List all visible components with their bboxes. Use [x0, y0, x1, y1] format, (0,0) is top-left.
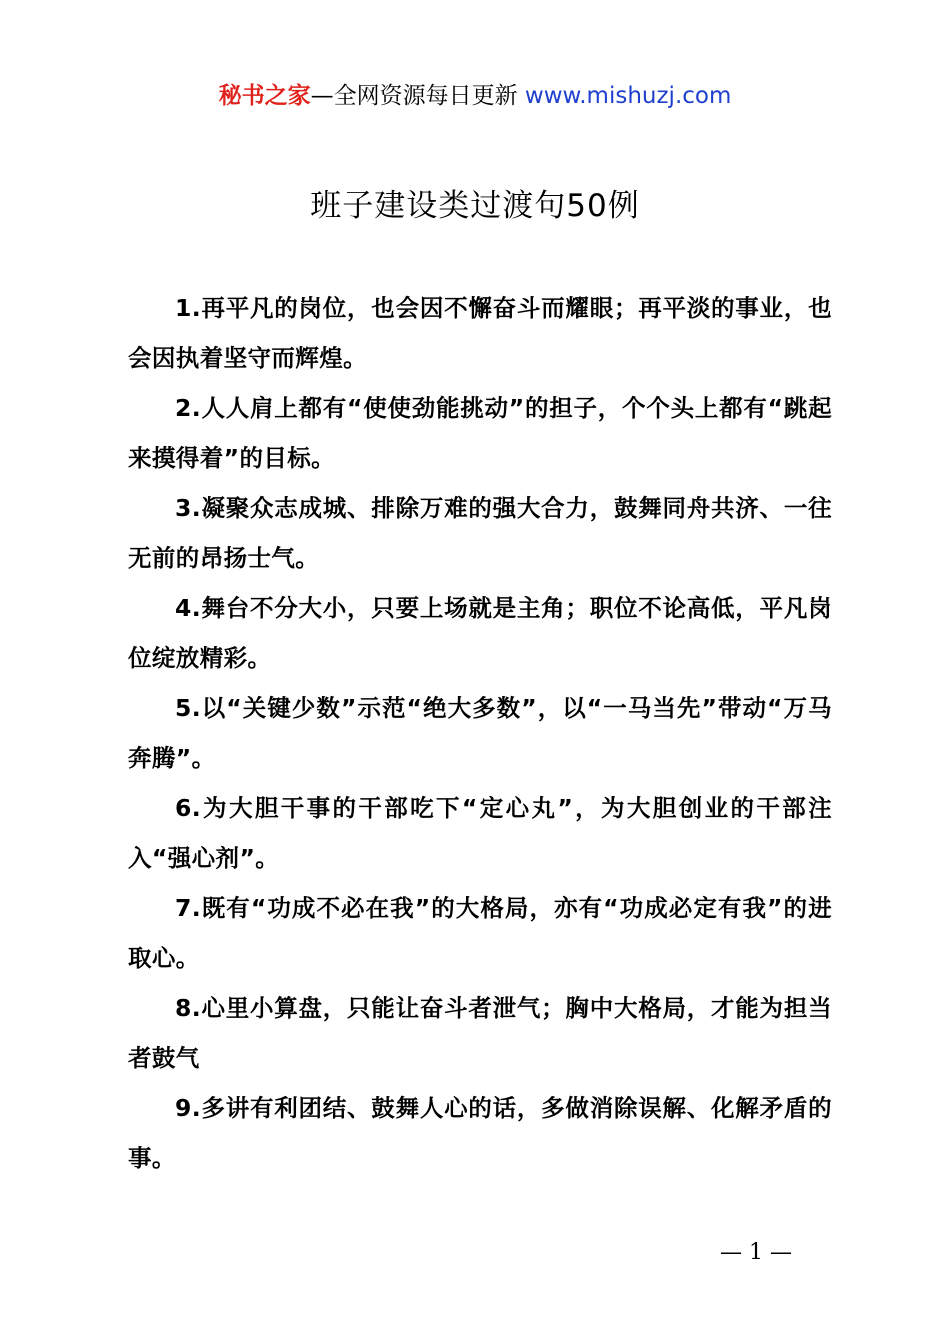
- list-item: 2.人人肩上都有“使使劲能挑动”的担子，个个头上都有“跳起来摸得着”的目标。: [128, 394, 832, 472]
- document-title: 班子建设类过渡句50例: [310, 188, 640, 224]
- site-url-link[interactable]: www.mishuzj.com: [524, 83, 732, 109]
- site-brand: 秘书之家: [218, 83, 311, 109]
- site-header: [0, 80, 950, 112]
- list-item: 4.舞台不分大小，只要上场就是主角；职位不论高低，平凡岗位绽放精彩。: [128, 594, 832, 672]
- list-item: 9.多讲有利团结、鼓舞人心的话，多做消除误解、化解矛盾的事。: [128, 1094, 832, 1172]
- site-tagline: —全网资源每日更新: [310, 83, 518, 109]
- item-list: [128, 283, 832, 1183]
- list-item: 6.为大胆干事的干部吃下“定心丸”，为大胆创业的干部注入“强心剂”。: [128, 794, 832, 872]
- list-item: 8.心里小算盘，只能让奋斗者泄气；胸中大格局，才能为担当者鼓气: [128, 994, 832, 1072]
- list-item: 7.既有“功成不必在我”的大格局，亦有“功成必定有我”的进取心。: [128, 894, 832, 972]
- list-item: 1.再平凡的岗位，也会因不懈奋斗而耀眼；再平淡的事业，也会因执着坚守而辉煌。: [128, 294, 832, 372]
- list-item: 3.凝聚众志成城、排除万难的强大合力，鼓舞同舟共济、一往无前的昂扬士气。: [128, 494, 832, 572]
- list-item: 5.以“关键少数”示范“绝大多数”，以“一马当先”带动“万马奔腾”。: [128, 694, 832, 772]
- page-number: — 1 —: [720, 1240, 792, 1265]
